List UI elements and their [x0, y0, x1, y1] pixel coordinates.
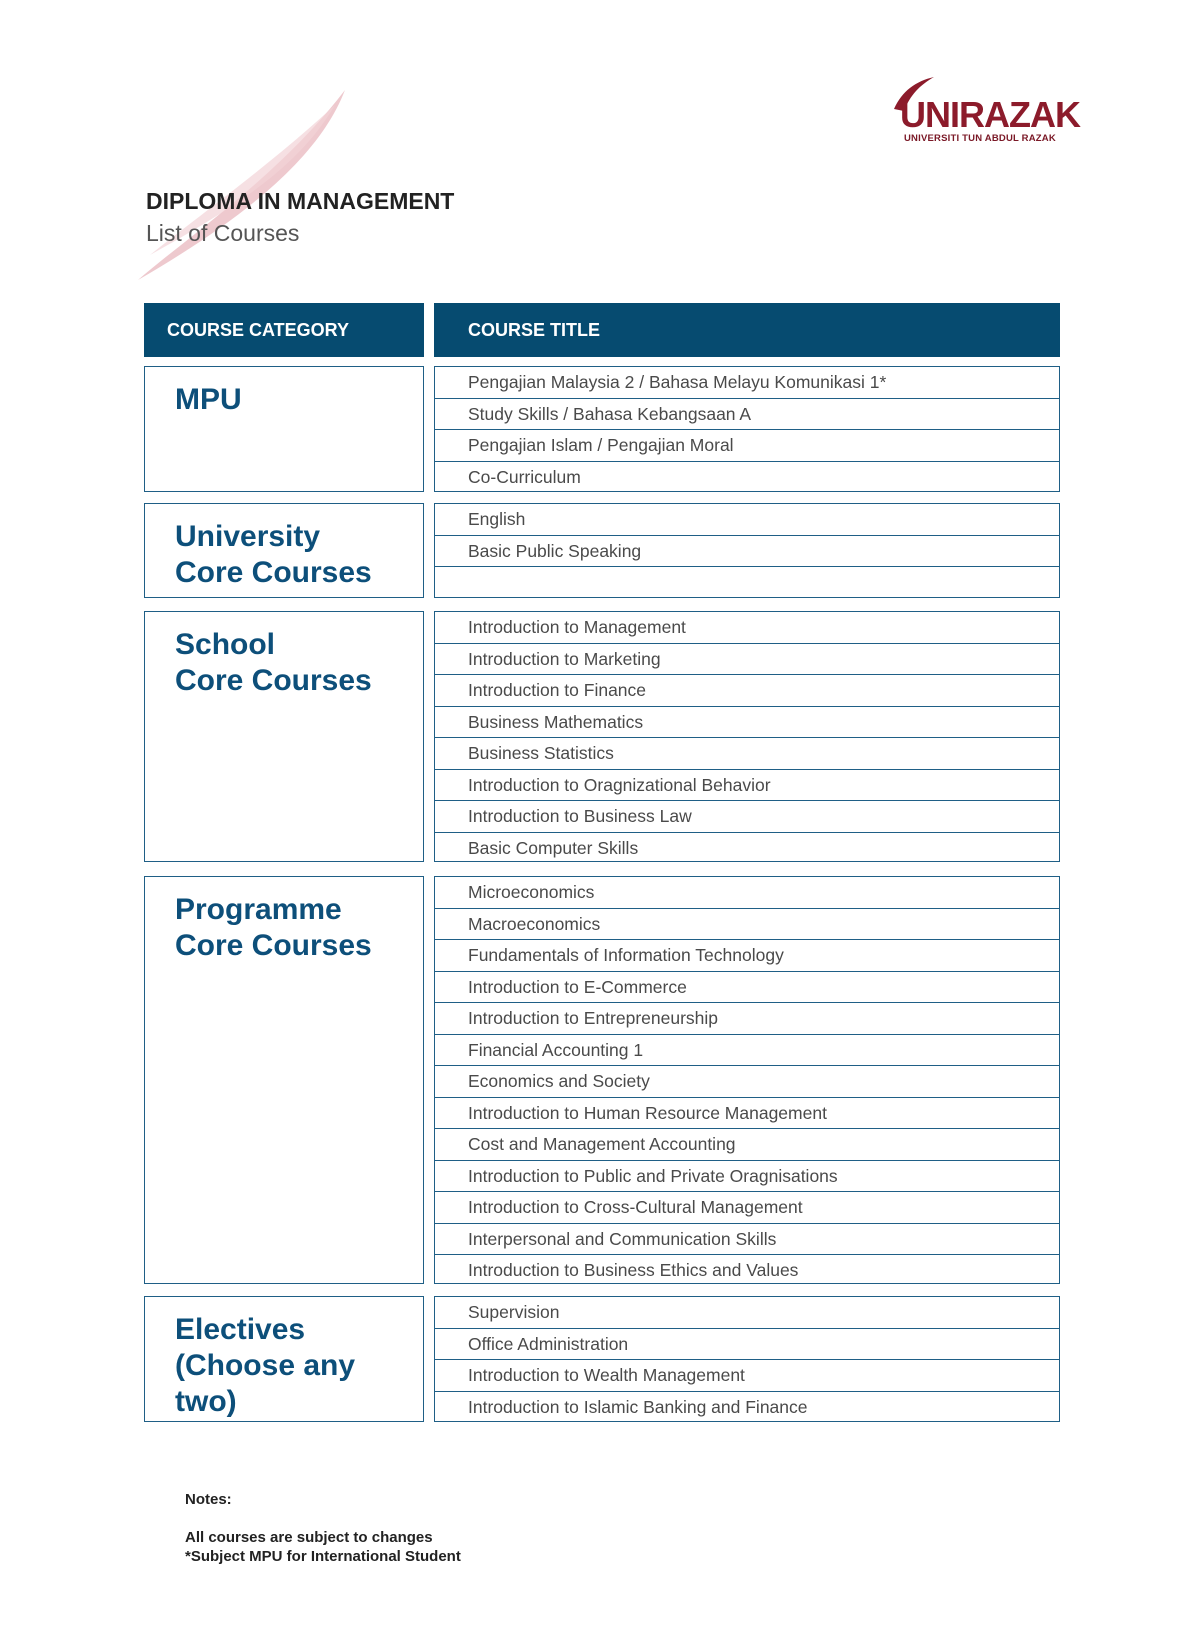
page-title: DIPLOMA IN MANAGEMENT — [146, 188, 455, 214]
course-row: Fundamentals of Information Technology — [435, 940, 1059, 972]
course-row: Introduction to Oragnizational Behavior — [435, 770, 1059, 802]
course-row: Introduction to Business Law — [435, 801, 1059, 833]
course-row: Economics and Society — [435, 1066, 1059, 1098]
course-row: Pengajian Islam / Pengajian Moral — [435, 430, 1059, 462]
note-line: *Subject MPU for International Student — [185, 1548, 461, 1565]
column-header-title: COURSE TITLE — [434, 303, 1060, 357]
category-box-school-core — [144, 611, 424, 862]
course-list-university-core — [434, 503, 1060, 598]
course-row: Introduction to Public and Private Oragnisations — [435, 1161, 1059, 1193]
decorative-swoosh — [130, 85, 360, 285]
course-row: Basic Public Speaking — [435, 536, 1059, 568]
course-list-school-core — [434, 611, 1060, 862]
course-row: Introduction to Entrepreneurship — [435, 1003, 1059, 1035]
course-row: Basic Computer Skills — [468, 837, 639, 858]
course-row: Introduction to Cross-Cultural Management — [435, 1192, 1059, 1224]
course-row: Introduction to Business Ethics and Values — [468, 1260, 799, 1280]
column-header-category: COURSE CATEGORY — [144, 303, 424, 357]
category-box-university-core — [144, 503, 424, 598]
course-row: Pengajian Malaysia 2 / Bahasa Melayu Komunikasi 1* — [435, 367, 1059, 399]
course-row: Introduction to Management — [435, 612, 1059, 644]
course-row: Office Administration — [435, 1329, 1059, 1361]
course-list-mpu — [434, 366, 1060, 492]
course-row: Introduction to Human Resource Management — [435, 1098, 1059, 1130]
logo-subtitle: UNIVERSITI TUN ABDUL RAZAK — [904, 133, 1056, 144]
course-row: Business Statistics — [435, 738, 1059, 770]
course-row: Introduction to Finance — [435, 675, 1059, 707]
category-box-programme-core — [144, 876, 424, 1284]
course-row: Introduction to Wealth Management — [435, 1360, 1059, 1392]
note-line: All courses are subject to changes — [185, 1529, 433, 1546]
course-row: Introduction to Islamic Banking and Finance — [468, 1396, 808, 1417]
course-row: Co-Curriculum — [468, 466, 581, 487]
course-row: Study Skills / Bahasa Kebangsaan A — [435, 399, 1059, 431]
course-row: Business Mathematics — [435, 707, 1059, 739]
category-name: School Core Courses — [175, 628, 372, 697]
course-row: Financial Accounting 1 — [435, 1035, 1059, 1067]
course-row: Introduction to E-Commerce — [435, 972, 1059, 1004]
unirazak-logo — [890, 75, 1080, 145]
category-name: MPU — [175, 383, 242, 416]
page-subtitle: List of Courses — [146, 220, 300, 246]
notes-label: Notes: — [185, 1491, 232, 1508]
category-box-electives — [144, 1296, 424, 1422]
course-row — [435, 567, 1059, 599]
category-name: Electives (Choose any two) — [175, 1313, 356, 1418]
course-row: Supervision — [435, 1297, 1059, 1329]
course-row: English — [435, 504, 1059, 536]
category-name: University Core Courses — [175, 520, 372, 589]
course-row: Introduction to Marketing — [435, 644, 1059, 676]
course-list-electives — [434, 1296, 1060, 1422]
course-row: Interpersonal and Communication Skills — [435, 1224, 1059, 1256]
course-list-programme-core — [434, 876, 1060, 1284]
category-box-mpu — [144, 366, 424, 492]
category-name: Programme Core Courses — [175, 893, 372, 962]
course-row: Microeconomics — [435, 877, 1059, 909]
course-row: Cost and Management Accounting — [435, 1129, 1059, 1161]
logo-wordmark: UNIRAZAK — [900, 94, 1080, 135]
notes-block — [185, 1490, 461, 1566]
course-row: Macroeconomics — [435, 909, 1059, 941]
